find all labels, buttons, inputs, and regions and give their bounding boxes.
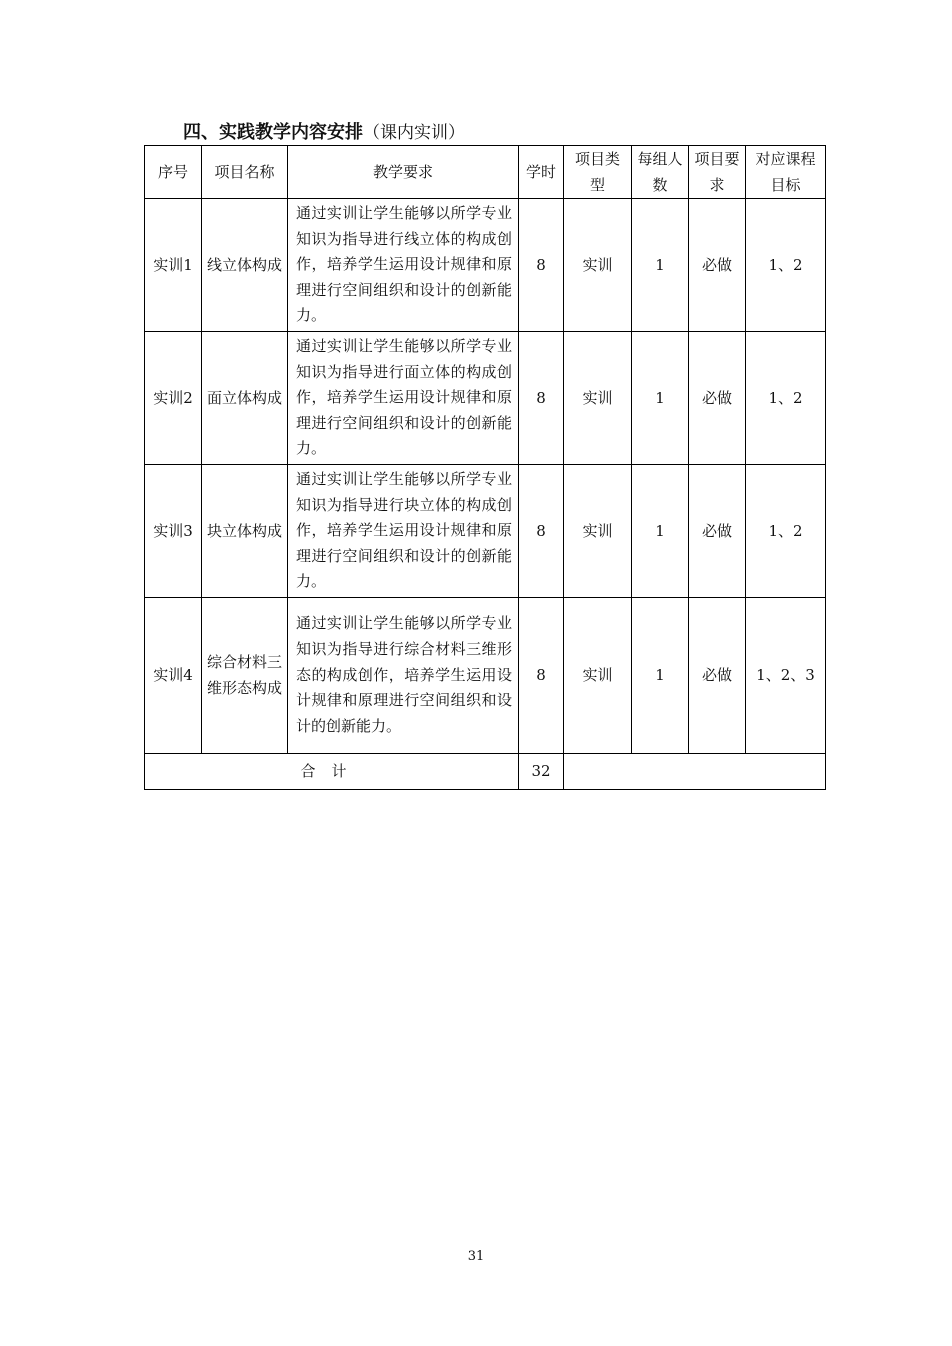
- header-type: 项目类型: [564, 146, 632, 199]
- header-name: 项目名称: [202, 146, 288, 199]
- total-label-cell: [145, 753, 519, 789]
- cell-group-size: 1: [632, 199, 689, 332]
- cell-hours: 8: [519, 199, 564, 332]
- cell-objectives: 1、2: [746, 199, 826, 332]
- cell-objectives: 1、2: [746, 464, 826, 597]
- cell-hours: 8: [519, 597, 564, 753]
- cell-requirement: 通过实训让学生能够以所学专业知识为指导进行块立体的构成创作，培养学生运用设计规律和原理进行空间组织和设计的创新能力。: [288, 464, 519, 597]
- cell-seq: 实训2: [145, 331, 202, 464]
- cell-objectives: 1、2: [746, 331, 826, 464]
- cell-type: 实训: [564, 199, 632, 332]
- header-group-size: 每组人数: [632, 146, 689, 199]
- table-row: [145, 331, 826, 464]
- header-objectives: 对应课程目标: [746, 146, 826, 199]
- section-heading-title: 四、实践教学内容安排: [183, 122, 363, 143]
- table-header-row: [145, 146, 826, 199]
- cell-requirement: 通过实训让学生能够以所学专业知识为指导进行综合材料三维形态的构成创作，培养学生运用设计规律和原理进行空间组织和设计的创新能力。: [288, 597, 519, 753]
- total-hours: 32: [519, 753, 564, 789]
- header-requirement: 教学要求: [288, 146, 519, 199]
- total-label: 合计: [300, 762, 363, 781]
- cell-group-size: 1: [632, 464, 689, 597]
- header-mandatory: 项目要求: [689, 146, 746, 199]
- cell-requirement: 通过实训让学生能够以所学专业知识为指导进行面立体的构成创作，培养学生运用设计规律和原理进行空间组织和设计的创新能力。: [288, 331, 519, 464]
- cell-type: 实训: [564, 597, 632, 753]
- cell-name: 块立体构成: [202, 464, 288, 597]
- cell-mandatory: 必做: [689, 597, 746, 753]
- header-hours: 学时: [519, 146, 564, 199]
- cell-mandatory: 必做: [689, 331, 746, 464]
- cell-hours: 8: [519, 331, 564, 464]
- section-heading: [183, 120, 465, 146]
- cell-seq: 实训1: [145, 199, 202, 332]
- cell-hours: 8: [519, 464, 564, 597]
- header-seq: 序号: [145, 146, 202, 199]
- table-row: [145, 199, 826, 332]
- table-total-row: [145, 753, 826, 789]
- cell-name: 线立体构成: [202, 199, 288, 332]
- cell-group-size: 1: [632, 597, 689, 753]
- cell-type: 实训: [564, 331, 632, 464]
- page-number: 31: [467, 1249, 485, 1264]
- cell-name: 综合材料三维形态构成: [202, 597, 288, 753]
- cell-mandatory: 必做: [689, 199, 746, 332]
- cell-type: 实训: [564, 464, 632, 597]
- table-row: [145, 464, 826, 597]
- section-heading-note: （课内实训）: [363, 123, 465, 143]
- practice-teaching-table: [144, 145, 826, 790]
- cell-seq: 实训4: [145, 597, 202, 753]
- total-empty-cell: [564, 753, 826, 789]
- cell-group-size: 1: [632, 331, 689, 464]
- table-row: [145, 597, 826, 753]
- cell-requirement: 通过实训让学生能够以所学专业知识为指导进行线立体的构成创作，培养学生运用设计规律和原理进行空间组织和设计的创新能力。: [288, 199, 519, 332]
- cell-seq: 实训3: [145, 464, 202, 597]
- cell-name: 面立体构成: [202, 331, 288, 464]
- cell-objectives: 1、2、3: [746, 597, 826, 753]
- cell-mandatory: 必做: [689, 464, 746, 597]
